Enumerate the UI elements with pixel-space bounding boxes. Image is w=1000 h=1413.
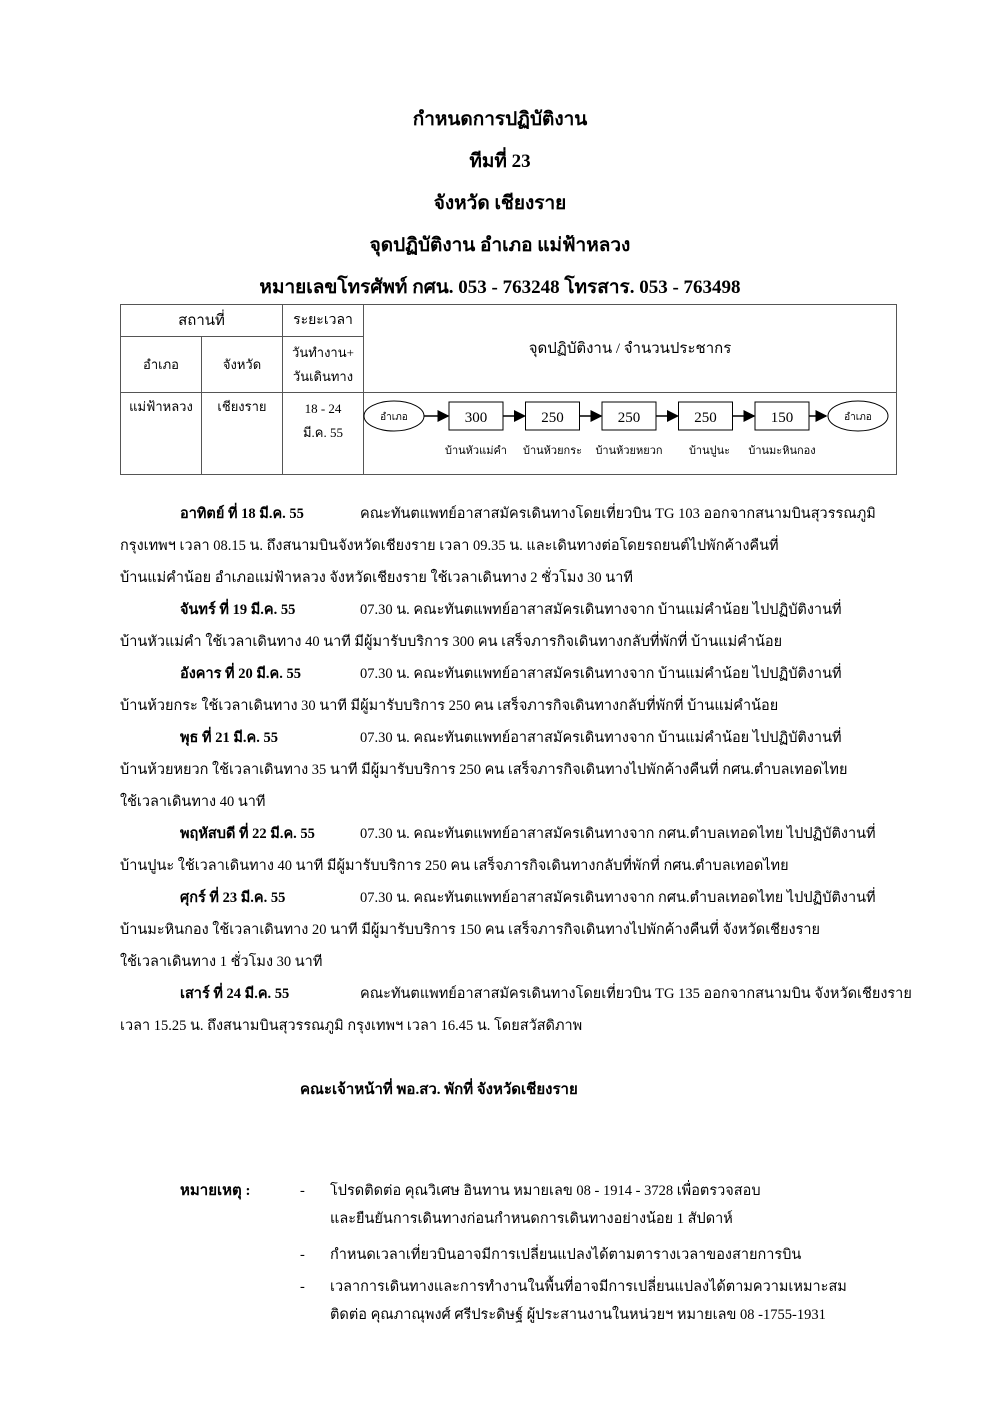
- signature-line: คณะเจ้าหน้าที่ พอ.สว. พักที่ จังหวัดเชียงราย: [300, 1082, 578, 1098]
- start-node-label: อำเภอ: [380, 412, 408, 423]
- schedule-day-1: [120, 498, 930, 594]
- day-text: 07.30 น. คณะทันตแพทย์อาสาสมัครเดินทางจาก บ้านแม่คำน้อย ไปปฏิบัติงานที่: [360, 602, 842, 618]
- schedule-day-4: [120, 722, 930, 818]
- contact-phone: หมายเลขโทรศัพท์ กศน. 053 - 763248 โทรสาร. 053 - 763498: [259, 277, 741, 298]
- schedule-day-7: [120, 978, 930, 1042]
- day-label: เสาร์ ที่ 24 มี.ค. 55: [180, 986, 290, 1002]
- day-text: บ้านแม่คำน้อย อำเภอแม่ฟ้าหลวง จังหวัดเชียงราย ใช้เวลาเดินทาง 2 ชั่วโมง 30 นาที: [120, 570, 633, 586]
- route-flowchart: [362, 396, 895, 472]
- note-item-1: [300, 1177, 761, 1233]
- day-text: ใช้เวลาเดินทาง 40 นาที: [120, 794, 266, 810]
- bullet-dash: -: [300, 1183, 305, 1199]
- stop-count: 150: [770, 410, 794, 426]
- cell-district: แม่ฟ้าหลวง: [121, 393, 202, 475]
- day-text: ใช้เวลาเดินทาง 1 ชั่วโมง 30 นาที: [120, 954, 323, 970]
- header-workdays: [283, 337, 364, 393]
- bullet-dash: -: [300, 1279, 305, 1295]
- day-label: พฤหัสบดี ที่ 22 มี.ค. 55: [180, 826, 315, 842]
- schedule-day-6: [120, 882, 930, 978]
- day-text: บ้านหัวแม่คำ ใช้เวลาเดินทาง 40 นาที มีผู้มารับบริการ 300 คน เสร็จภารกิจเดินทางกลับที่พักที่ บ้านแม่คำน้อย: [120, 634, 783, 650]
- day-label: ศุกร์ ที่ 23 มี.ค. 55: [180, 890, 286, 906]
- team-number: ทีมที่ 23: [469, 151, 531, 172]
- stop-village: บ้านห้วยกระ: [522, 445, 583, 457]
- day-text: บ้านมะหินกอง ใช้เวลาเดินทาง 20 นาที มีผู้มารับบริการ 150 คน เสร็จภารกิจเดินทางไปพักค้างคืนที่ จังหวัดเชียงราย: [120, 922, 821, 938]
- header-district: อำเภอ: [121, 337, 202, 393]
- day-text: 07.30 น. คณะทันตแพทย์อาสาสมัครเดินทางจาก กศน.ตำบลเทอดไทย ไปปฏิบัติงานที่: [360, 890, 876, 906]
- stop-village: บ้านหัวแม่คำ: [445, 445, 507, 457]
- note-text: ติดต่อ คุณภาณุพงศ์ ศรีประดิษฐ์ ผู้ประสานงานในหน่วยฯ หมายเลข 08 -1755-1931: [330, 1307, 826, 1323]
- cell-period: [283, 393, 364, 475]
- period-month: มี.ค. 55: [302, 425, 343, 440]
- day-text: คณะทันตแพทย์อาสาสมัครเดินทางโดยเที่ยวบิน TG 103 ออกจากสนามบินสุวรรณภูมิ: [360, 506, 876, 522]
- district-title: จุดปฏิบัติงาน อำเภอ แม่ฟ้าหลวง: [369, 235, 631, 256]
- doc-title: กำหนดการปฏิบัติงาน: [412, 109, 588, 130]
- period-dates: 18 - 24: [304, 401, 342, 416]
- stop-village: บ้านปูนะ: [688, 445, 731, 457]
- day-text: 07.30 น. คณะทันตแพทย์อาสาสมัครเดินทางจาก บ้านแม่คำน้อย ไปปฏิบัติงานที่: [360, 730, 842, 746]
- day-text: 07.30 น. คณะทันตแพทย์อาสาสมัครเดินทางจาก บ้านแม่คำน้อย ไปปฏิบัติงานที่: [360, 666, 842, 682]
- header-period: ระยะเวลา: [283, 305, 364, 337]
- day-label: อาทิตย์ ที่ 18 มี.ค. 55: [180, 506, 304, 522]
- day-text: กรุงเทพฯ เวลา 08.15 น. ถึงสนามบินจังหวัดเชียงราย เวลา 09.35 น. และเดินทางต่อโดยรถยนต์ไปพักค้างคืนที่: [120, 538, 779, 554]
- day-label: พุธ ที่ 21 มี.ค. 55: [180, 730, 278, 746]
- day-label: อังคาร ที่ 20 มี.ค. 55: [180, 666, 301, 682]
- day-text: 07.30 น. คณะทันตแพทย์อาสาสมัครเดินทางจาก กศน.ตำบลเทอดไทย ไปปฏิบัติงานที่: [360, 826, 876, 842]
- schedule-day-5: [120, 818, 930, 882]
- day-text: เวลา 15.25 น. ถึงสนามบินสุวรรณภูมิ กรุงเทพฯ เวลา 16.45 น. โดยสวัสดิภาพ: [120, 1018, 583, 1034]
- note-text: และยืนยันการเดินทางก่อนกำหนดการเดินทางอย่างน้อย 1 สัปดาห์: [330, 1211, 733, 1227]
- end-node-label: อำเภอ: [844, 412, 872, 423]
- schedule-day-3: [120, 658, 930, 722]
- header-workdays-line1: วันทำงาน+: [292, 344, 354, 360]
- notes-label: หมายเหตุ :: [180, 1183, 251, 1199]
- header-location: สถานที่: [121, 305, 283, 337]
- schedule-day-2: [120, 594, 930, 658]
- stop-count: 250: [617, 410, 641, 426]
- note-text: เวลาการเดินทางและการทำงานในพื้นที่อาจมีการเปลี่ยนแปลงได้ตามความเหมาะสม: [330, 1279, 847, 1295]
- day-text: บ้านห้วยกระ ใช้เวลาเดินทาง 30 นาที มีผู้มารับบริการ 250 คน เสร็จภารกิจเดินทางกลับที่พักที่ บ้านแม่คำน้อย: [120, 698, 779, 714]
- stop-count: 300: [464, 410, 488, 426]
- note-item-2: [300, 1241, 801, 1269]
- day-text: บ้านปูนะ ใช้เวลาเดินทาง 40 นาที มีผู้มารับบริการ 250 คน เสร็จภารกิจเดินทางกลับที่พักที่ กศน.ตำบลเทอดไทย: [120, 858, 789, 874]
- stop-village: บ้านห้วยหยวก: [595, 445, 663, 457]
- stop-count: 250: [694, 410, 717, 426]
- header-points: จุดปฏิบัติงาน / จำนวนประชากร: [364, 305, 897, 393]
- province-title: จังหวัด เชียงราย: [433, 193, 567, 214]
- day-text: บ้านห้วยหยวก ใช้เวลาเดินทาง 35 นาที มีผู้มารับบริการ 250 คน เสร็จภารกิจเดินทางไปพักค้างคืนที่ กศน.ตำบลเทอดไทย: [120, 762, 848, 778]
- note-text: กำหนดเวลาเที่ยวบินอาจมีการเปลี่ยนแปลงได้ตามตารางเวลาของสายการบิน: [330, 1247, 802, 1263]
- day-text: คณะทันตแพทย์อาสาสมัครเดินทางโดยเที่ยวบิน TG 135 ออกจากสนามบิน จังหวัดเชียงราย: [360, 986, 912, 1002]
- note-text: โปรดติดต่อ คุณวิเศษ อินทาน หมายเลข 08 - 1914 - 3728 เพื่อตรวจสอบ: [330, 1183, 761, 1199]
- header-province: จังหวัด: [202, 337, 283, 393]
- stop-count: 250: [541, 410, 564, 426]
- note-item-3: [300, 1273, 847, 1329]
- cell-province: เชียงราย: [202, 393, 283, 475]
- bullet-dash: -: [300, 1247, 305, 1263]
- stop-village: บ้านมะหินกอง: [748, 445, 816, 457]
- header-workdays-line2: วันเดินทาง: [292, 368, 354, 384]
- day-label: จันทร์ ที่ 19 มี.ค. 55: [180, 602, 296, 618]
